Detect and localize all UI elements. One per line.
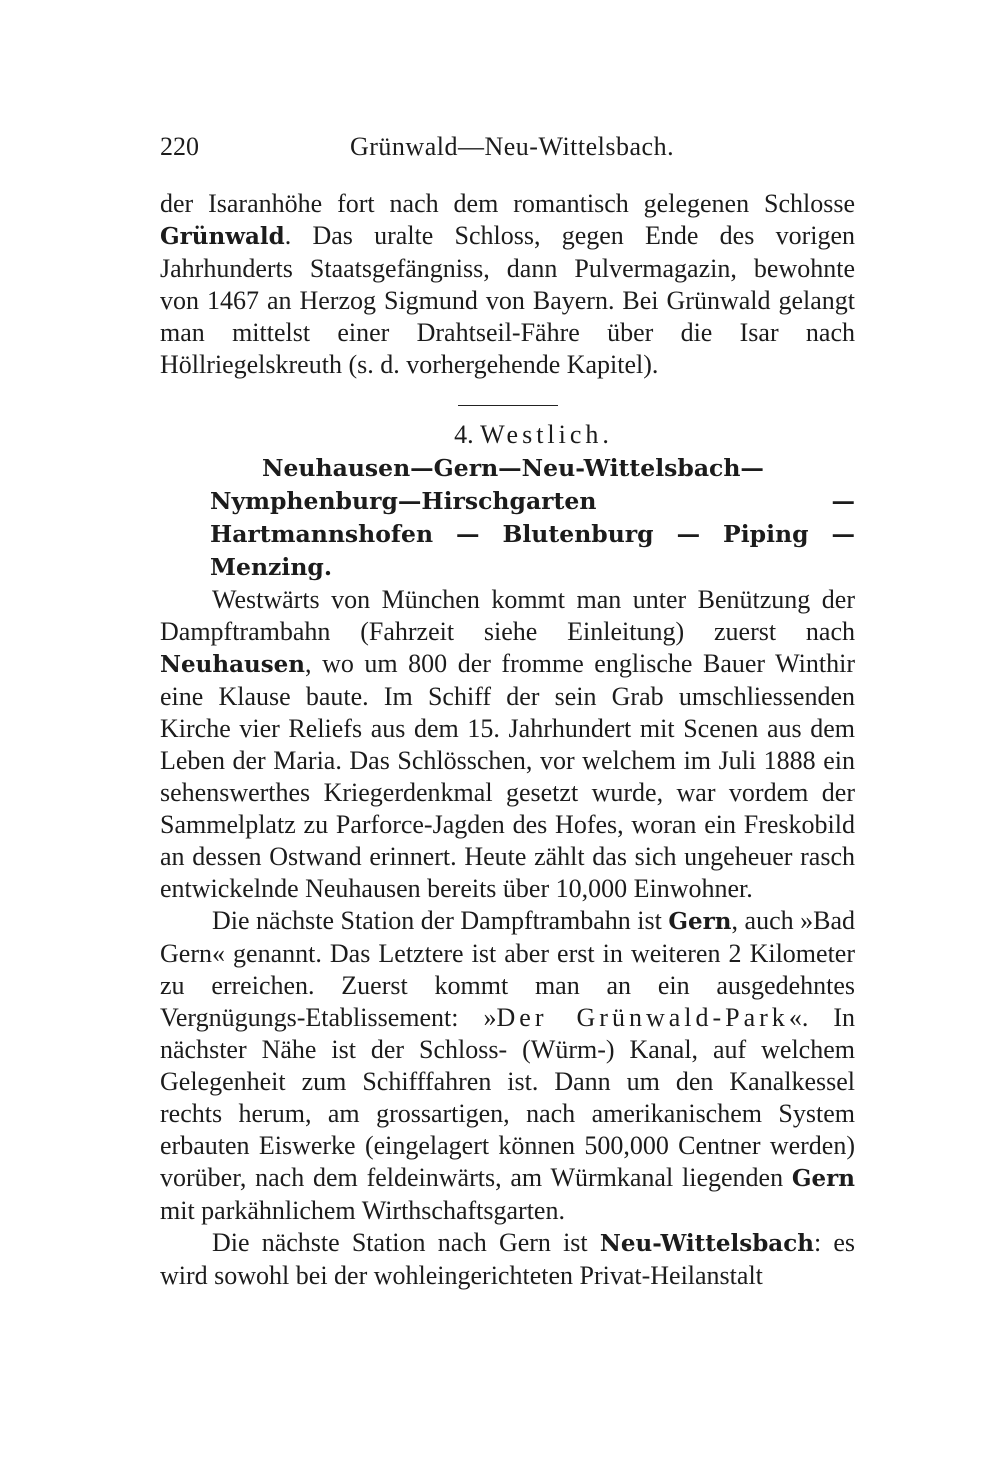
intro-text-1: der Isaranhöhe fort nach dem romantisch gelegenen Schlosse bbox=[160, 189, 855, 218]
p2-text-1: Die nächste Station der Dampftrambahn ist bbox=[212, 906, 669, 935]
body-text bbox=[160, 188, 855, 1292]
p2-bold-gern: Gern bbox=[668, 908, 732, 935]
p2-bold-gern-2: Gern bbox=[791, 1165, 855, 1192]
section-title: Westlich. bbox=[480, 420, 613, 449]
paragraph-neu-wittelsbach bbox=[160, 1227, 855, 1292]
running-title: Grünwald—Neu-Wittelsbach. bbox=[350, 132, 675, 161]
section-places: Neuhausen—Gern—Neu-Wittelsbach—Nymphenburg—Hirschgarten — Hartmannshofen — Blutenburg — Piping — Menzing. bbox=[210, 454, 855, 581]
p2-text-2: , auch »Bad Gern« genannt. Das Letztere ist aber erst in weiteren 2 Kilometer zu erreichen. Zuerst kommt man an ein ausgedehntes Vergnügungs-Etablissement: » bbox=[160, 906, 855, 1032]
page-number: 220 bbox=[160, 132, 199, 161]
intro-paragraph bbox=[160, 188, 855, 381]
p2-spaced-gruenwald-park: Der Grünwald-Park bbox=[496, 1003, 789, 1032]
p2-text-4: mit parkähnlichem Wirthschaftsgarten. bbox=[160, 1196, 565, 1225]
section-divider bbox=[458, 405, 558, 406]
p3-text-1: Die nächste Station nach Gern ist bbox=[212, 1228, 600, 1257]
p1-bold-neuhausen: Neuhausen bbox=[160, 651, 306, 678]
section-heading bbox=[160, 418, 855, 452]
paragraph-gern bbox=[160, 905, 855, 1227]
intro-bold-gruenwald: Grünwald bbox=[160, 223, 285, 250]
page-header bbox=[160, 132, 854, 172]
p2-text-3: «. In nächster Nähe ist der Schloss- (Würm-) Kanal, auf welchem Gelegenheit zum Schifffahren ist. Dann um den Kanalkessel rechts herum, am grossartigen, nach amerikanischem System erbauten Eiswerke (eingelagert können 500,000 Centner werden) vorüber, nach dem feldeinwärts, am Würmkanal liegenden bbox=[160, 1003, 855, 1192]
section-number: 4. bbox=[454, 420, 474, 449]
paragraph-neuhausen bbox=[160, 584, 855, 905]
intro-text-2: . Das uralte Schloss, gegen Ende des vorigen Jahrhunderts Staatsgefängniss, dann Pulvermagazin, bewohnte von 1467 an Herzog Sigmund von Bayern. Bei Grünwald gelangt man mittelst einer Drahtseil-Fähre über die Isar nach Höllriegelskreuth (s. d. vorhergehende Kapitel). bbox=[160, 221, 855, 379]
p1-text-2: , wo um 800 der fromme englische Bauer Winthir eine Klause baute. Im Schiff der sein Grab umschliessenden Kirche vier Reliefs aus dem 15. Jahrhundert mit Scenen aus dem Leben der Maria. Das Schlösschen, vor welchem im Juli 1888 ein sehenswerthes Kriegerdenkmal gesetzt wurde, war vordem der Sammelplatz zu Parforce-Jagden des Hofes, woran ein Freskobild an dessen Ostwand erinnert. Heute zählt das sich ungeheuer rasch entwickelnde Neuhausen bereits über 10,000 Einwohner. bbox=[160, 649, 855, 903]
p3-text-2: : es wird sowohl bei der wohleingerichteten Privat-Heilanstalt bbox=[160, 1228, 855, 1290]
p1-text-1: Westwärts von München kommt man unter Benützung der Dampftrambahn (Fahrzeit siehe Einleitung) zuerst nach bbox=[160, 585, 855, 646]
p3-bold-neu-wittelsbach: Neu-Wittelsbach bbox=[599, 1230, 814, 1257]
